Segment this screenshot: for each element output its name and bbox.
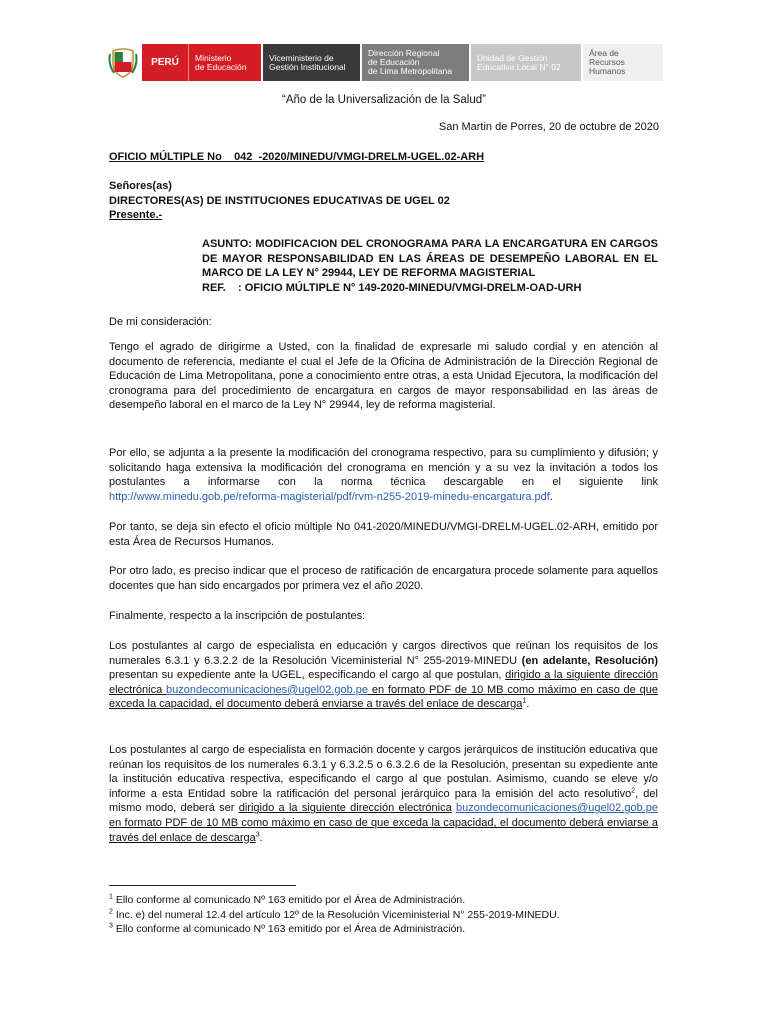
paragraph-2-text: Por ello, se adjunta a la presente la modificación del cronograma respectivo, para su cumplimiento y difusión; y solicitando haga extensiva la modificación del cronograma en mención y a su vez la invitación a todos los postulantes a informarse con la norma técnica descargable en el siguiente link: [109, 447, 658, 489]
footnote-2-number: 2: [109, 908, 113, 916]
coat-of-arms-icon: [104, 44, 142, 81]
document-title: OFICIO MÚLTIPLE No 042 -2020/MINEDU/VMGI-DRELM-UGEL.02-ARH: [109, 151, 485, 163]
footnote-ref-3: 3: [255, 830, 260, 838]
ugel-label: [471, 44, 581, 81]
email-link-1[interactable]: buzondecomunicaciones@ugel02.gob.pe: [166, 683, 369, 696]
footnote-3: [109, 923, 465, 936]
footnote-1: [109, 894, 465, 907]
recipient-block: [109, 179, 450, 223]
paragraph-1: Tengo el agrado de dirigirme a Usted, con la finalidad de expresarle mi saludo cordial y en atención al documento de referencia, mediante el cual el Jefe de la Oficina de Administración de la Dirección Regional de Educación de Lima Metropolitana, pone a conocimiento entre otras, a esta Unidad Ejecutora, la modificación del cronograma para del procedimiento de encargatura en cargos de mayor responsabilidad en las áreas de desempeño laboral en el marco de la Ley N° 29944, ley de reforma magisterial.: [109, 341, 658, 412]
paragraph-6-end: .: [526, 698, 530, 711]
recipient-name: DIRECTORES(AS) DE INSTITUCIONES EDUCATIVAS DE UGEL 02: [109, 194, 450, 207]
regulation-download-link[interactable]: http://www.minedu.gob.pe/reforma-magisterial/pdf/rvm-n255-2019-minedu-encargatura.pdf: [109, 490, 550, 503]
area-label: [583, 44, 663, 81]
peru-label: PERÚ: [142, 44, 188, 81]
ministerio-line-1: Ministerio: [195, 52, 232, 63]
paragraph-2: [109, 446, 658, 504]
paragraph-7: [109, 743, 658, 845]
footnote-1-number: 1: [109, 893, 113, 901]
paragraph-6-text: Los postulantes al cargo de especialista en educación y cargos directivos que reúnan los requisitos de los numerales 6.3.1 y 6.3.2.2 de la Resolución Viceministerial N° 255-2019-MINEDU: [109, 640, 658, 667]
ugel-line-2: Educativa Local N° 02: [477, 61, 561, 72]
document-date: San Martin de Porres, 20 de octubre de 2020: [438, 121, 659, 133]
year-motto: “Año de la Universalización de la Salud”: [282, 94, 486, 106]
ugel-line-1: Unidad de Gestión: [477, 52, 548, 63]
greeting: De mi consideración:: [109, 316, 212, 328]
paragraph-7-underlined-b: en formato PDF de 10 MB como máximo en caso de que exceda la capacidad, el documento deberá enviarse a través del enlace de descarga: [109, 816, 658, 844]
paragraph-5: Finalmente, respecto a la inscripción de postulantes:: [109, 610, 366, 622]
footnote-divider: [109, 885, 296, 886]
viceministerio-line-2: Gestión Institucional: [269, 61, 346, 72]
subject-block: ASUNTO: MODIFICACION DEL CRONOGRAMA PARA LA ENCARGATURA EN CARGOS DE MAYOR RESPONSABILIDAD EN LAS ÁREAS DE DESEMPEÑO LABORAL EN EL MARCO DE LA LEY N° 29944, LEY DE REFORMA MAGISTERIAL: [202, 238, 658, 280]
ministerio-line-2: de Educación: [195, 61, 247, 72]
recipient-salutation: Señores(as): [109, 180, 172, 192]
area-line-1: Área de: [589, 48, 619, 58]
ministerio-label: [188, 44, 261, 81]
direccion-line-2: de Educación: [368, 57, 420, 67]
footnote-3-number: 3: [109, 922, 113, 930]
institutional-header: [104, 44, 663, 81]
paragraph-2-end: .: [549, 490, 553, 503]
footnote-2-text: Inc. e) del numeral 12.4 del artículo 12º de la Resolución Viceministerial N° 255-2019-MINEDU.: [112, 909, 560, 921]
paragraph-7-end: .: [259, 831, 263, 844]
paragraph-3: Por tanto, se deja sin efecto el oficio múltiple No 041-2020/MINEDU/VMGI-DRELM-UGEL.02-ARH, emitido por esta Área de Recursos Humanos.: [109, 521, 658, 548]
reference-line: REF. : OFICIO MÚLTIPLE N° 149-2020-MINEDU/VMGI-DRELM-OAD-URH: [202, 282, 582, 294]
paragraph-7-underlined: dirigido a la siguiente dirección electrónica: [238, 802, 452, 815]
viceministerio-label: [263, 44, 360, 81]
recipient-presente: Presente.-: [109, 209, 163, 222]
direccion-line-1: Dirección Regional: [368, 48, 440, 58]
paragraph-6-underlined-b: en formato PDF de 10 MB como máximo en caso de que exceda la capacidad, el documento deberá enviarse a través del enlace de descarga: [109, 683, 658, 711]
direccion-regional-label: [362, 44, 469, 81]
footnote-3-text: Ello conforme al comunicado Nº 163 emitido por el Área de Administración.: [112, 923, 466, 935]
paragraph-6-bold: (en adelante, Resolución): [521, 654, 658, 667]
area-line-2: Recursos Humanos: [589, 57, 626, 76]
paragraph-6-underlined: dirigido a la siguiente dirección electrónica: [109, 669, 658, 696]
paragraph-7-text-b: , del mismo modo, deberá ser: [109, 787, 658, 815]
paragraph-6-text-b: presentan su expediente ante la UGEL, especificando el cargo al que postulan,: [109, 669, 506, 682]
paragraph-7-text: Los postulantes al cargo de especialista en formación docente y cargos jerárquicos de institución educativa que reúnan los requisitos de los numerales 6.3.1 y 6.3.2.5 o 6.3.2.6 de la Resolución, presentan su expediente ante la institución educativa respectiva, especificando el cargo al que postulan. Asimismo, cuando se eleve y/o informe a esta Entidad sobre la ratificación del personal jerárquico para la emisión del acto resolutivo: [109, 744, 658, 800]
direccion-line-3: de Lima Metropolitana: [368, 66, 453, 76]
paragraph-6: [109, 639, 658, 712]
footnote-1-text: Ello conforme al comunicado Nº 163 emitido por el Área de Administración.: [112, 894, 466, 906]
paragraph-4: Por otro lado, es preciso indicar que el proceso de ratificación de encargatura procede solamente para aquellos docentes que han sido encargados por primera vez el año 2020.: [109, 565, 658, 592]
footnote-ref-1: 1: [522, 697, 527, 705]
email-link-2[interactable]: buzondecomunicaciones@ugel02.gob.pe: [456, 802, 658, 815]
footnote-ref-2: 2: [631, 787, 636, 795]
footnote-2: [109, 909, 560, 922]
viceministerio-line-1: Viceministerio de: [269, 52, 334, 63]
